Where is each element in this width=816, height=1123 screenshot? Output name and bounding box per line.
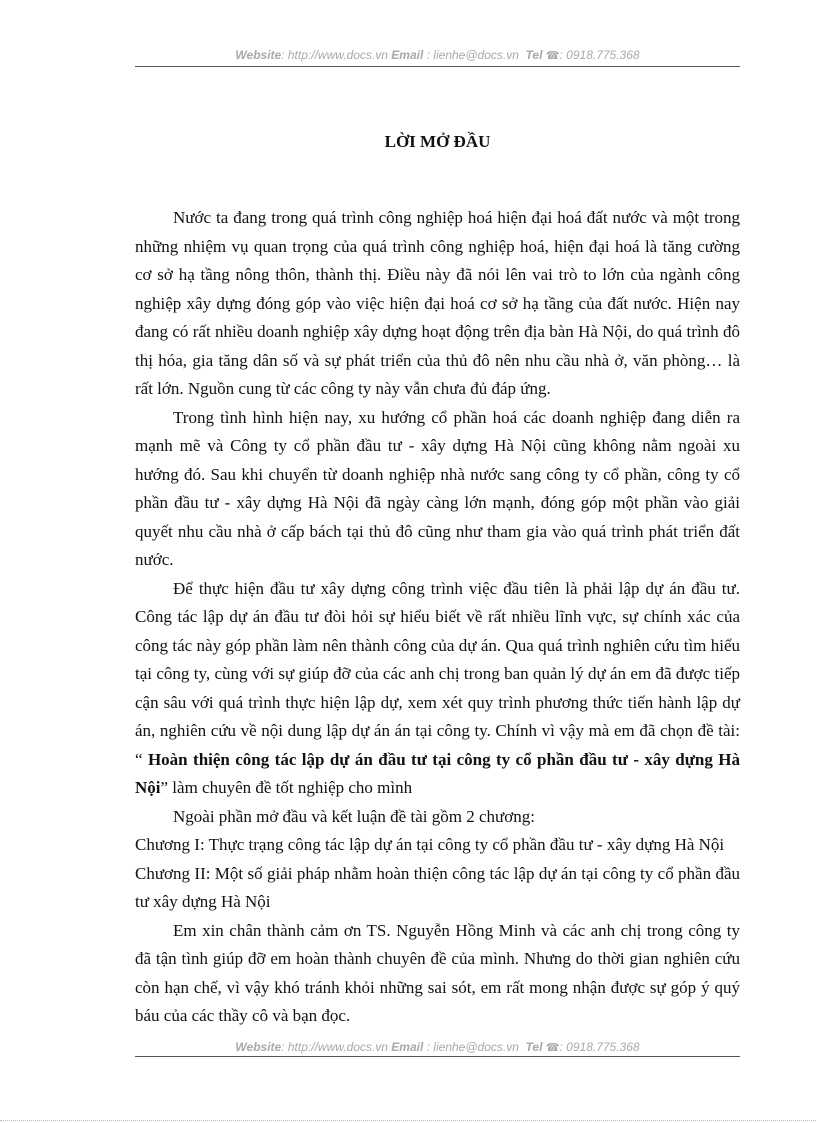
topic-title: Hoàn thiện công tác lập dự án đầu tư tại công ty cổ phần đầu tư - xây dựng Hà Nội: [135, 749, 740, 797]
footer-rule: [135, 1056, 740, 1057]
paragraph-intro: Nước ta đang trong quá trình công nghiệp hoá hiện đại hoá đất nước và một trong những nhiệm vụ quan trọng của quá trình công nghiệp hoá, hiện đại hoá là tăng cường cơ sở hạ tầng nông thôn, thành thị. Điều này đã nói lên vai trò to lớn của ngành công nghiệp xây dựng đóng góp vào việc hiện đại hoá cơ sở hạ tầng của đất nước. Hiện nay đang có rất nhiều doanh nghiệp xây dựng hoạt động trên địa bàn Hà Nội, do quá trình đô thị hóa, gia tăng dân số và sự phát triển của thủ đô nên nhu cầu nhà ở, văn phòng… là rất lớn. Nguồn cung từ các công ty này vẫn chưa đủ đáp ứng.: [135, 208, 740, 398]
paragraph-thanks: Em xin chân thành cảm ơn TS. Nguyễn Hồng Minh và các anh chị trong công ty đã tận tình giúp đỡ em hoàn thành chuyên đề của mình. Nhưng do thời gian nghiên cứu còn hạn chế, vì vậy khó tránh khỏi những sai sót, em rất mong nhận được sự góp ý quý báu của các thầy cô và bạn đọc.: [135, 920, 740, 1025]
footer-email-value: : lienhe@docs.vn: [426, 1040, 519, 1054]
footer-phone-icon: ☎: [545, 1042, 560, 1054]
tel-label: Tel: [525, 48, 543, 62]
chapter-2: Chương II: Một số giải pháp nhằm hoàn thiện công tác lập dự án tại công ty cổ phần đầu tư xây dựng Hà Nội: [135, 863, 740, 911]
website-value: : http://www.docs.vn: [281, 48, 388, 62]
footer-website-label: Website: [235, 1040, 282, 1054]
email-label: Email: [391, 48, 424, 62]
footer-tel-value: : 0918.775.368: [559, 1040, 640, 1054]
header-rule: [135, 66, 740, 67]
footer-email-label: Email: [391, 1040, 424, 1054]
document-body: [135, 204, 740, 1031]
email-value: : lienhe@docs.vn: [426, 48, 519, 62]
page-title: LỜI MỞ ĐẦU: [384, 132, 491, 151]
website-label: Website: [235, 48, 282, 62]
page-header: [135, 48, 740, 62]
tel-value: : 0918.775.368: [559, 48, 640, 62]
footer-website-value: : http://www.docs.vn: [281, 1040, 388, 1054]
paragraph-topic: [135, 575, 740, 803]
page-bottom-edge: [0, 1120, 816, 1121]
paragraph-context: Trong tình hình hiện nay, xu hướng cổ phần hoá các doanh nghiệp đang diễn ra mạnh mẽ và Công ty cổ phần đầu tư - xây dựng Hà Nội cũng không nằm ngoài xu hướng đó. Sau khi chuyển từ doanh nghiệp nhà nước sang công ty cổ phần, công ty cổ phần đầu tư - xây dựng Hà Nội đã ngày càng lớn mạnh, đóng góp một phần vào giải quyết nhu cầu nhà ở cấp bách tại thủ đô cũng như tham gia vào quá trình phát triển đất nước.: [135, 407, 740, 569]
chapter-1: Chương I: Thực trạng công tác lập dự án tại công ty cổ phần đầu tư - xây dựng Hà Nội: [135, 835, 725, 854]
topic-text: Để thực hiện đầu tư xây dựng công trình việc đầu tiên là phải lập dự án đầu tư. Công tác lập dự án đầu tư đòi hỏi sự hiểu biết về rất nhiều lĩnh vực, sự chính xác của công tác này góp phần làm nên thành công của dự án. Qua quá trình nghiên cứu tìm hiểu tại công ty, cùng với sự giúp đỡ của các anh chị trong ban quản lý dự án em đã được tiếp cận sâu với quá trình thực hiện lập dự, xem xét quy trình phương thức tiến hành lập dự án, nghiên cứu về nội dung lập dự án án tại công ty. Chính vì vậy mà em đã chọn đề tài: “: [135, 578, 740, 769]
paragraph-structure: Ngoài phần mở đầu và kết luận đề tài gồm 2 chương:: [173, 806, 535, 826]
topic-text-end: ” làm chuyên đề tốt nghiệp cho mình: [160, 778, 413, 797]
page-footer: [135, 1040, 740, 1054]
footer-tel-label: Tel: [525, 1040, 543, 1054]
phone-icon: ☎: [545, 50, 560, 62]
